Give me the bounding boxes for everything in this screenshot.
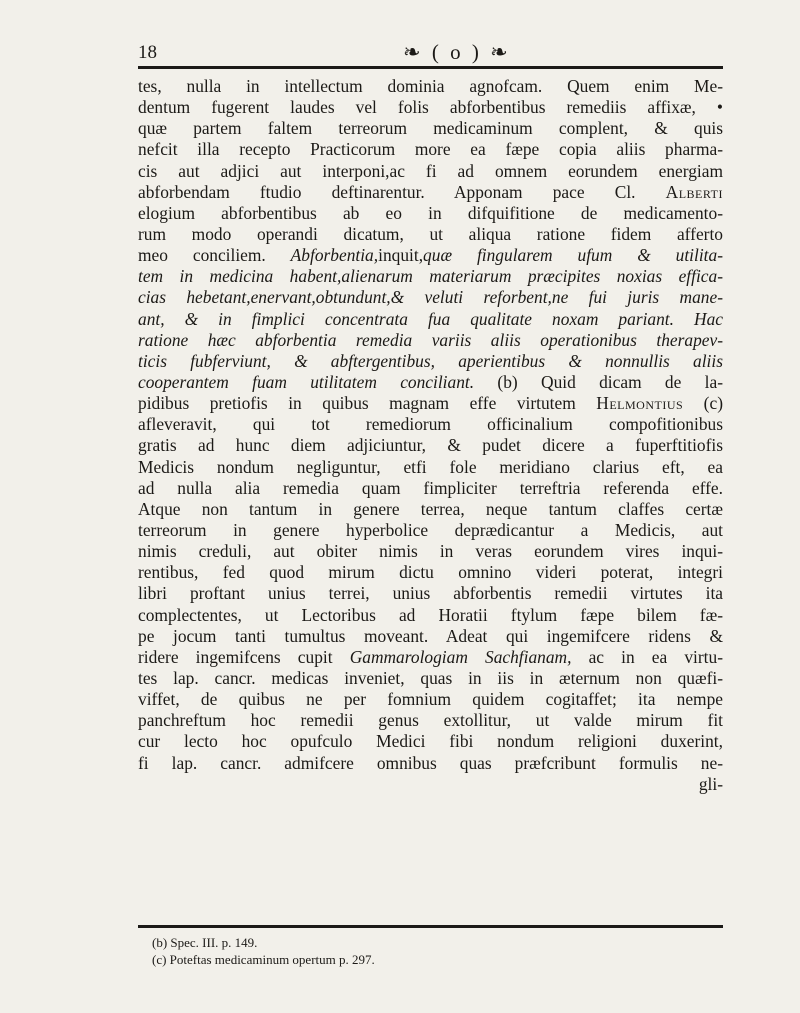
- text-segment: Helmontius: [596, 393, 684, 414]
- text-segment: cooperantem fuam utilitatem conciliant.: [138, 371, 475, 392]
- text-segment: quæ fingularem ufum & utilita-: [423, 245, 723, 266]
- text-segment: pidibus pretiofis in quibus magnam effe virtutem: [138, 393, 597, 414]
- text-segment: Gammarologiam Sachfianam,: [349, 646, 572, 667]
- text-segment: meo conciliem.: [138, 245, 291, 266]
- text-segment: quæ partem faltem terreorum medicaminum complent, & quis: [138, 118, 723, 139]
- text-segment: ridere ingemifcens cupit: [138, 646, 350, 667]
- text-segment: (b) Quid dicam de la-: [474, 371, 723, 392]
- text-segment: Abforbentia,: [290, 245, 379, 266]
- text-line: [138, 605, 723, 626]
- text-line: [138, 562, 723, 583]
- text-line: [138, 245, 723, 266]
- text-segment: ratione hæc abforbentia remedia variis aliis operationibus therapev-: [138, 329, 723, 350]
- text-segment: tes, nulla in intellectum dominia agnofcam. Quem enim Me-: [138, 76, 723, 96]
- text-line: [138, 731, 723, 752]
- text-line: [138, 626, 723, 647]
- text-line: [138, 647, 723, 668]
- text-segment: cis aut adjici aut interponi,ac fi ad omnem eorundem energiam: [138, 160, 723, 181]
- text-line: [138, 753, 723, 774]
- text-segment: rentibus, fed quod mirum dictu omnino videri poterat, integri: [138, 562, 723, 583]
- page-header: [138, 40, 723, 69]
- text-segment: fi lap. cancr. admifcere omnibus quas præfcribunt formulis ne-: [138, 752, 723, 773]
- text-segment: elogium abforbentibus ab eo in difquifitione de medicamento-: [138, 202, 723, 223]
- text-segment: cur lecto hoc opufculo Medici fibi nondum religioni duxerint,: [138, 731, 723, 752]
- text-line: [138, 541, 723, 562]
- text-segment: Medicis nondum negliguntur, etfi fole meridiano clarius eft, ea: [138, 456, 723, 477]
- text-segment: libri proftant unius terrei, unius abforbentis remedii virtutes ita: [138, 583, 723, 604]
- text-segment: nefcit illa recepto Practicorum more ea fæpe copia aliis pharma-: [138, 139, 723, 160]
- footnote-b: (b) Spec. III. p. 149.: [152, 935, 258, 950]
- footnotes: [152, 934, 375, 968]
- text-segment: ac in ea virtu-: [571, 646, 723, 667]
- text-segment: cias hebetant,enervant,obtundunt,& veluti reforbent,ne fui juris mane-: [138, 287, 723, 308]
- text-segment: tem in medicina habent,alienarum materiarum præcipites noxias effica-: [138, 266, 723, 287]
- text-segment: rum modo operandi dicatum, ut aliqua ratione fidem afferto: [138, 223, 723, 244]
- text-segment: ticis fubferviunt, & abftergentibus, aperientibus & nonnullis aliis: [138, 350, 723, 371]
- text-line: [138, 689, 723, 710]
- text-segment: complectentes, ut Lectoribus ad Horatii ftylum fæpe bilem fæ-: [138, 604, 723, 625]
- text-line: [138, 520, 723, 541]
- text-segment: viffet, de quibus ne per fomnium quidem cogitaffet; ita nempe: [138, 689, 723, 710]
- text-segment: gratis ad hunc diem adjiciuntur, & pudet dicere a fuperftitiofis: [138, 435, 723, 456]
- body-text: [138, 76, 723, 795]
- text-line: [138, 203, 723, 224]
- footnote-rule: [138, 925, 723, 928]
- text-segment: tes lap. cancr. medicas inveniet, quas in iis in æternum non quæfi-: [138, 667, 723, 688]
- text-line: [138, 287, 723, 308]
- page-number: 18: [138, 42, 157, 63]
- text-line: [138, 330, 723, 351]
- text-line: [138, 182, 723, 203]
- text-line: [138, 351, 723, 372]
- text-segment: terreorum in genere hyperbolice deprædicantur a Medicis, aut: [138, 519, 723, 540]
- text-segment: Alberti: [665, 181, 723, 202]
- text-segment: abforbendam ftudio deftinarentur. Apponam pace Cl.: [138, 181, 666, 202]
- text-line: [138, 76, 723, 97]
- text-line: [138, 309, 723, 330]
- text-line: [138, 97, 723, 118]
- text-line: [138, 372, 723, 393]
- text-line: [138, 139, 723, 160]
- text-line: [138, 710, 723, 731]
- text-segment: ant, & in fimplici concentrata fua qualitate noxam pariant. Hac: [138, 308, 723, 329]
- text-line: [138, 224, 723, 245]
- text-line: [138, 668, 723, 689]
- text-segment: afleveravit, qui tot remediorum officinalium compofitionibus: [138, 414, 723, 435]
- text-segment: (c): [683, 393, 723, 414]
- text-line: [138, 499, 723, 520]
- text-segment: ad nulla alia remedia quam fimpliciter terreftria referenda effe.: [138, 477, 723, 498]
- text-line: [138, 266, 723, 287]
- text-line: [138, 161, 723, 182]
- text-line: [138, 414, 723, 435]
- text-segment: Atque non tantum in genere terrea, neque tantum claffes certæ: [138, 498, 723, 519]
- text-segment: inquit,: [378, 245, 424, 266]
- text-line: [138, 393, 723, 414]
- text-line: [138, 583, 723, 604]
- text-line: [138, 435, 723, 456]
- catchword: gli-: [698, 773, 723, 794]
- text-segment: nimis creduli, aut obiter nimis in veras eorundem vires inqui-: [138, 541, 723, 562]
- text-segment: pe jocum tanti tumultus moveant. Adeat qui ingemifcere ridens &: [138, 625, 723, 646]
- text-line: [138, 118, 723, 139]
- text-segment: panchreftum hoc remedii genus extollitur, ut valde mirum fit: [138, 710, 723, 731]
- text-line: [138, 457, 723, 478]
- text-line: [138, 478, 723, 499]
- text-segment: dentum fugerent laudes vel folis abforbentibus remediis affixæ, •: [138, 97, 723, 118]
- header-ornament: ❧ ( o ) ❧: [403, 40, 511, 64]
- footnote-c: (c) Poteftas medicaminum opertum p. 297.: [152, 952, 375, 967]
